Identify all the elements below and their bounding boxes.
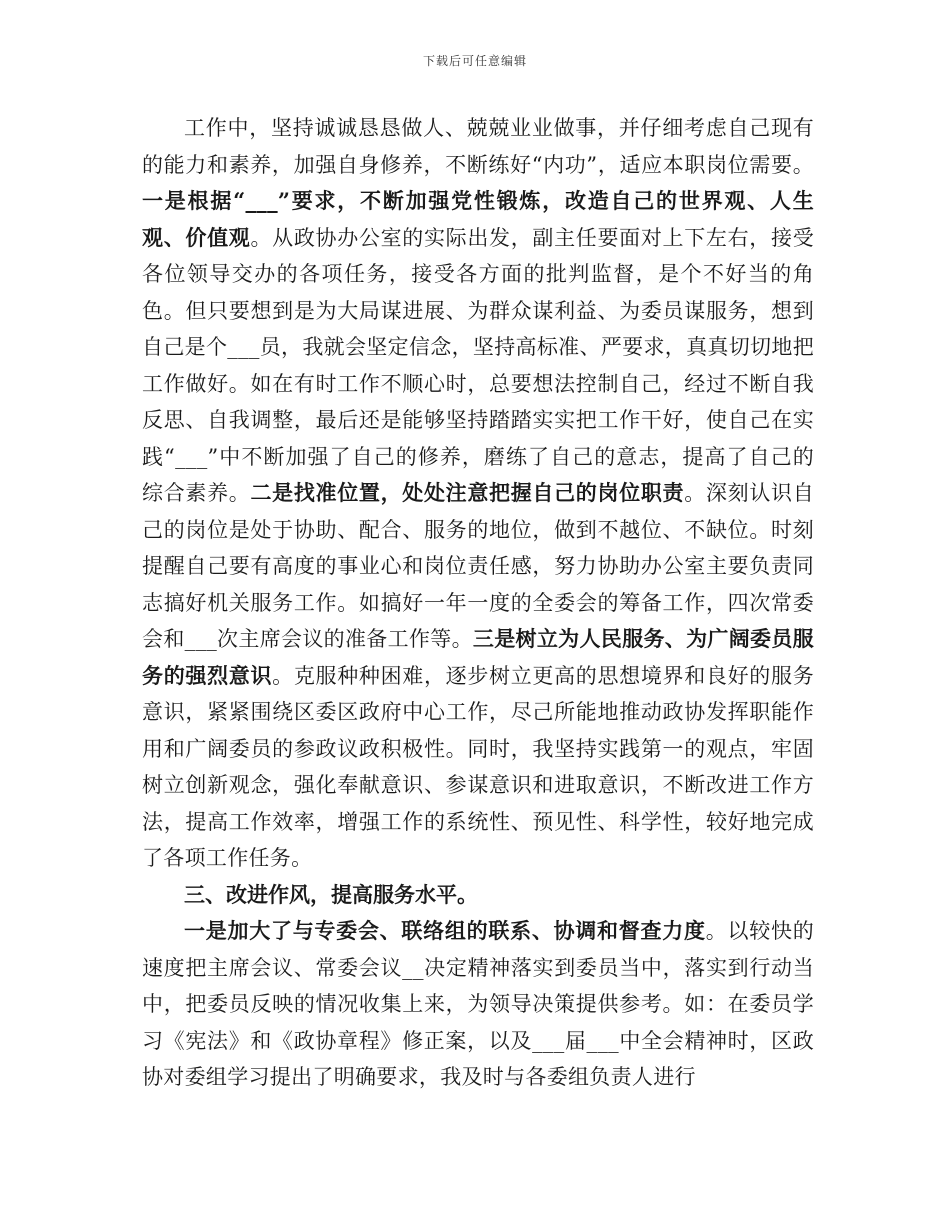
paragraph-work-attitude bbox=[142, 110, 814, 877]
section-heading: 三、改进作风，提高服务水平。 bbox=[184, 881, 478, 907]
text-run: 工作中，坚持诚诚恳恳做人、兢兢业业做事，并仔细考虑自己现有的能力和素养，加强自身修养，不断练好“内功”，适应本职岗位需要。 bbox=[142, 116, 814, 177]
document-body bbox=[142, 110, 814, 1096]
page-header: 下载后可任意编辑 bbox=[422, 54, 527, 68]
paragraph-coordination bbox=[142, 913, 814, 1096]
bold-point-one: 一是根据“___”要求，不断加强党性锻炼，改造自己的世界观、人生观、价值观 bbox=[142, 188, 814, 250]
bold-point-two: 二是找准位置，处处注意把握自己的岗位职责 bbox=[250, 480, 685, 505]
text-run: 。深刻认识自己的岗位是处于协助、配合、服务的地位，做到不越位、不缺位。时刻提醒自己要有高度的事业心和岗位责任感，努力协助办公室主要负责同志搞好机关服务工作。如搞好一年一度的全委会的筹备工作，四次常委会和___次主席会议的准备工作等。 bbox=[142, 481, 814, 651]
text-run: 。从政协办公室的实际出发，副主任要面对上下左右，接受各位领导交办的各项任务，接受各方面的批判监督，是个不好当的角色。但只要想到是为大局谋进展、为群众谋利益、为委员谋服务，想到自己是个___员，我就会坚定信念，坚持高标准、严要求，真真切切地把工作做好。如在有时工作不顺心时，总要想法控制自己，经过不断自我反思、自我调整，最后还是能够坚持踏踏实实把工作干好，使自己在实践“___”中不断加强了自己的修养，磨练了自己的意志，提高了自己的综合素养。 bbox=[142, 225, 814, 505]
text-run: 。克服种种困难，逐步树立更高的思想境界和良好的服务意识，紧紧围绕区委区政府中心工作，尽己所能地推动政协发挥职能作用和广阔委员的参政议政积极性。同时，我坚持实践第一的观点，牢固树立创新观念，强化奉献意识、参谋意识和进取意识，不断改进工作方法，提高工作效率，增强工作的系统性、预见性、科学性，较好地完成了各项工作任务。 bbox=[142, 663, 814, 870]
bold-point-three: 三是树立为人民服务、为广阔委员服务的强烈意识 bbox=[142, 626, 814, 688]
text-run: 。以较快的速度把主席会议、常委会议__决定精神落实到委员当中，落实到行动当中，把委员反映的情况收集上来，为领导决策提供参考。如：在委员学习《宪法》和《政协章程》修正案，以及___届___中全会精神时，区政协对委组学习提出了明确要求，我及时与各委组负责人进行 bbox=[142, 919, 815, 1089]
bold-point-coordination: 一是加大了与专委会、联络组的联系、协调和督查力度 bbox=[184, 918, 706, 943]
